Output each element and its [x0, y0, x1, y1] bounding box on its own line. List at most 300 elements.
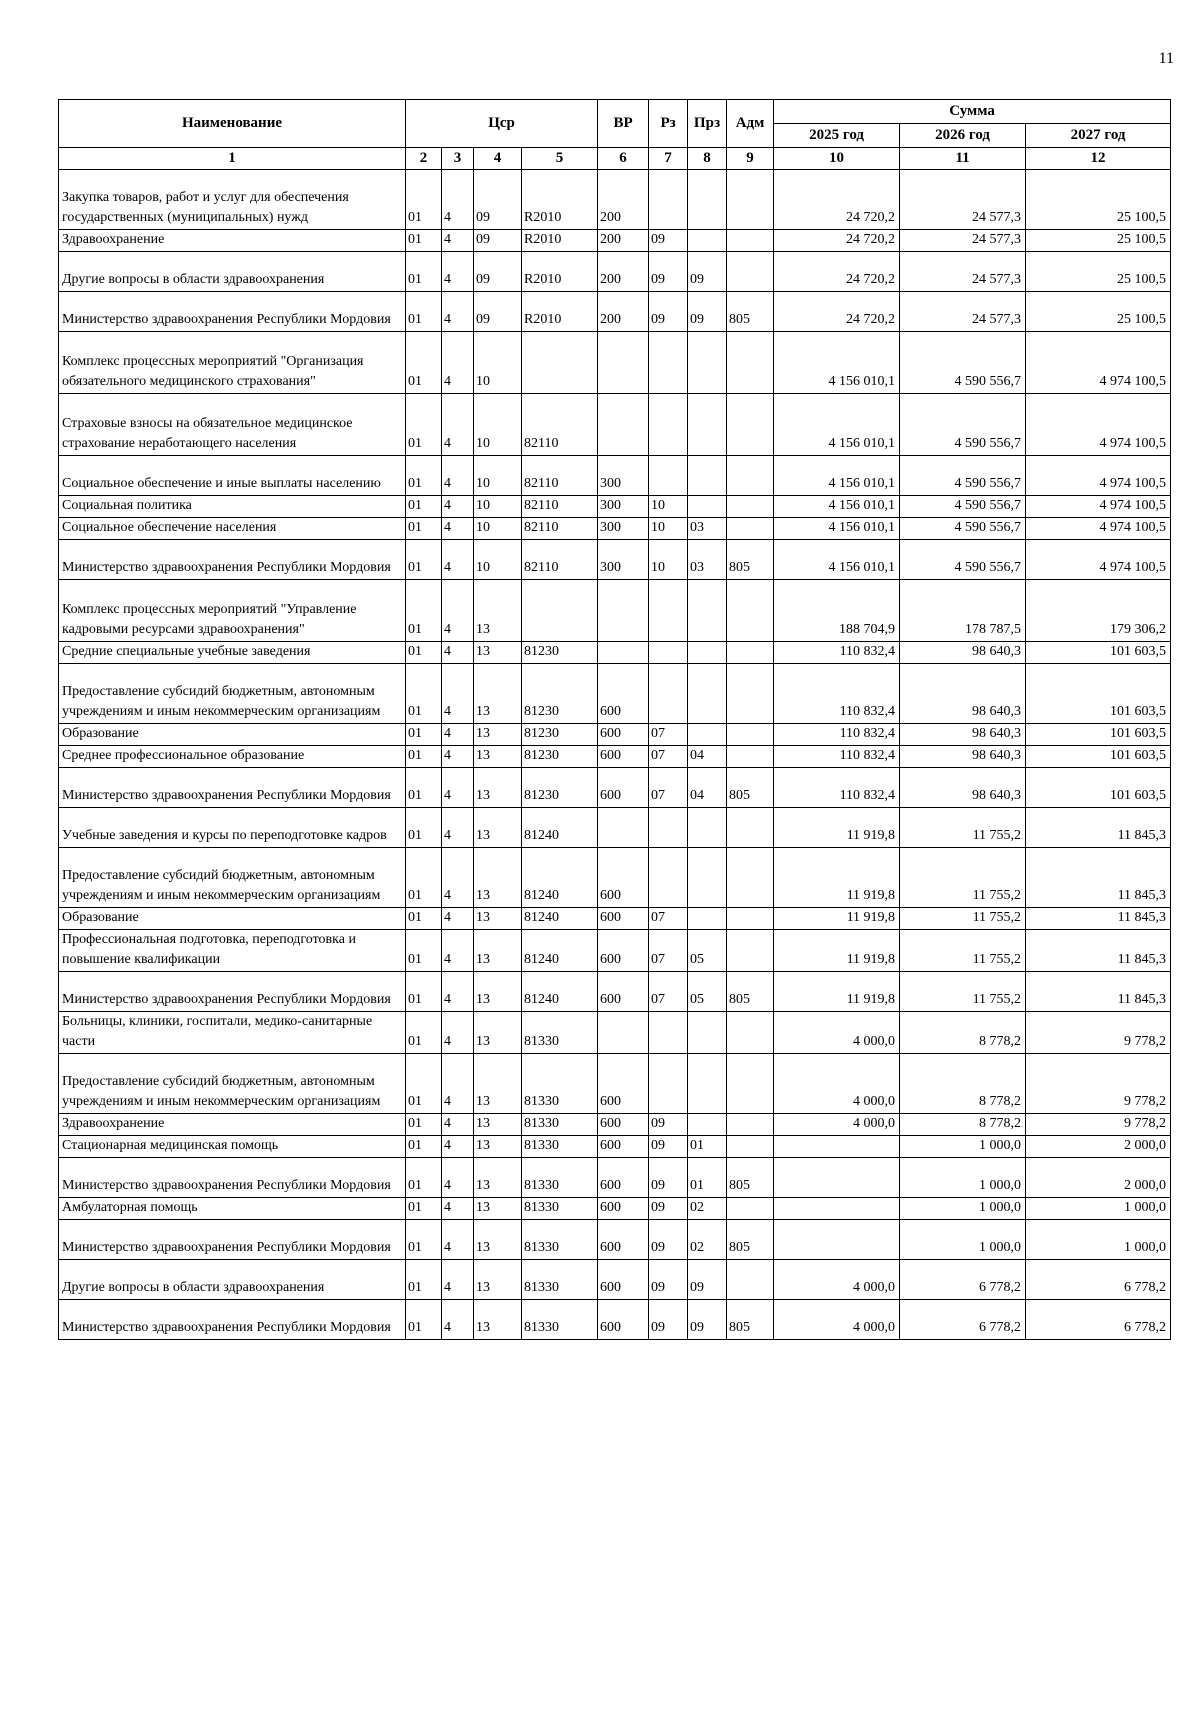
csr-type: 4: [442, 496, 474, 518]
adm-code: 805: [727, 540, 774, 580]
csr-program: 01: [406, 972, 442, 1012]
header-vr: ВР: [598, 100, 649, 148]
csr-direction: 81330: [522, 1012, 598, 1054]
rz-code: 07: [649, 746, 688, 768]
csr-direction: 81330: [522, 1300, 598, 1340]
csr-program: 01: [406, 746, 442, 768]
rz-code: 09: [649, 1136, 688, 1158]
row-name: Страховые взносы на обязательное медицинское страхование неработающего населения: [59, 394, 406, 456]
amount-2027: 9 778,2: [1026, 1012, 1171, 1054]
csr-program: 01: [406, 170, 442, 230]
row-name: Социальное обеспечение населения: [59, 518, 406, 540]
prz-code: 03: [688, 540, 727, 580]
csr-program: 01: [406, 1158, 442, 1198]
table-row: [59, 1114, 1171, 1136]
row-name: Образование: [59, 908, 406, 930]
adm-code: [727, 1198, 774, 1220]
csr-complex: 09: [474, 252, 522, 292]
amount-2027: 11 845,3: [1026, 908, 1171, 930]
csr-type: 4: [442, 1054, 474, 1114]
rz-code: 07: [649, 972, 688, 1012]
table-row: [59, 908, 1171, 930]
table-row: [59, 642, 1171, 664]
csr-program: 01: [406, 908, 442, 930]
vr-code: 200: [598, 252, 649, 292]
amount-2026: 11 755,2: [900, 930, 1026, 972]
vr-code: 300: [598, 518, 649, 540]
csr-program: 01: [406, 456, 442, 496]
amount-2025: 4 000,0: [774, 1300, 900, 1340]
amount-2025: 4 000,0: [774, 1054, 900, 1114]
row-name: Комплекс процессных мероприятий "Управление кадровыми ресурсами здравоохранения": [59, 580, 406, 642]
csr-complex: 10: [474, 518, 522, 540]
vr-code: 600: [598, 1054, 649, 1114]
csr-complex: 10: [474, 394, 522, 456]
header-2026: 2026 год: [900, 124, 1026, 148]
vr-code: 600: [598, 768, 649, 808]
csr-type: 4: [442, 170, 474, 230]
amount-2025: 110 832,4: [774, 724, 900, 746]
table-row: [59, 1158, 1171, 1198]
adm-code: [727, 230, 774, 252]
column-number: 12: [1026, 148, 1171, 170]
csr-type: 4: [442, 580, 474, 642]
prz-code: [688, 456, 727, 496]
header-rz: Рз: [649, 100, 688, 148]
amount-2025: 11 919,8: [774, 848, 900, 908]
table-row: [59, 230, 1171, 252]
amount-2025: 110 832,4: [774, 746, 900, 768]
amount-2025: [774, 1220, 900, 1260]
csr-type: 4: [442, 908, 474, 930]
amount-2025: 4 000,0: [774, 1114, 900, 1136]
vr-code: 600: [598, 724, 649, 746]
amount-2026: 8 778,2: [900, 1012, 1026, 1054]
csr-program: 01: [406, 768, 442, 808]
csr-complex: 13: [474, 972, 522, 1012]
rz-code: 09: [649, 1198, 688, 1220]
row-name: Другие вопросы в области здравоохранения: [59, 252, 406, 292]
amount-2026: 1 000,0: [900, 1136, 1026, 1158]
csr-program: 01: [406, 642, 442, 664]
amount-2025: 4 156 010,1: [774, 456, 900, 496]
csr-direction: 81230: [522, 642, 598, 664]
csr-type: 4: [442, 456, 474, 496]
row-name: Стационарная медицинская помощь: [59, 1136, 406, 1158]
header-adm: Адм: [727, 100, 774, 148]
amount-2026: 4 590 556,7: [900, 518, 1026, 540]
csr-type: 4: [442, 848, 474, 908]
adm-code: [727, 746, 774, 768]
prz-code: 05: [688, 930, 727, 972]
amount-2025: 4 000,0: [774, 1260, 900, 1300]
csr-type: 4: [442, 1158, 474, 1198]
table-row: [59, 1136, 1171, 1158]
amount-2027: 4 974 100,5: [1026, 456, 1171, 496]
prz-code: [688, 724, 727, 746]
table-row: [59, 746, 1171, 768]
csr-program: 01: [406, 292, 442, 332]
csr-complex: 09: [474, 230, 522, 252]
amount-2027: 6 778,2: [1026, 1260, 1171, 1300]
table-row: [59, 1012, 1171, 1054]
csr-complex: 13: [474, 1300, 522, 1340]
prz-code: [688, 1054, 727, 1114]
row-name: Амбулаторная помощь: [59, 1198, 406, 1220]
rz-code: [649, 332, 688, 394]
vr-code: [598, 394, 649, 456]
adm-code: [727, 170, 774, 230]
csr-program: 01: [406, 724, 442, 746]
vr-code: 600: [598, 664, 649, 724]
prz-code: 09: [688, 292, 727, 332]
row-name: Министерство здравоохранения Республики Мордовия: [59, 972, 406, 1012]
rz-code: [649, 580, 688, 642]
amount-2027: 1 000,0: [1026, 1198, 1171, 1220]
csr-program: 01: [406, 580, 442, 642]
csr-direction: 81330: [522, 1114, 598, 1136]
row-name: Министерство здравоохранения Республики Мордовия: [59, 540, 406, 580]
csr-program: 01: [406, 1114, 442, 1136]
amount-2025: 4 156 010,1: [774, 496, 900, 518]
adm-code: [727, 908, 774, 930]
table-row: [59, 394, 1171, 456]
table-body: [59, 170, 1171, 1340]
row-name: Другие вопросы в области здравоохранения: [59, 1260, 406, 1300]
prz-code: [688, 1114, 727, 1136]
csr-program: 01: [406, 1054, 442, 1114]
rz-code: 09: [649, 1260, 688, 1300]
adm-code: [727, 394, 774, 456]
csr-complex: 10: [474, 540, 522, 580]
amount-2025: 110 832,4: [774, 664, 900, 724]
prz-code: 09: [688, 1260, 727, 1300]
table-row: [59, 808, 1171, 848]
header-2027: 2027 год: [1026, 124, 1171, 148]
csr-program: 01: [406, 518, 442, 540]
amount-2026: 98 640,3: [900, 664, 1026, 724]
prz-code: [688, 1012, 727, 1054]
prz-code: 04: [688, 746, 727, 768]
row-name: Министерство здравоохранения Республики Мордовия: [59, 768, 406, 808]
table-row: [59, 768, 1171, 808]
rz-code: 09: [649, 1114, 688, 1136]
csr-direction: 81230: [522, 768, 598, 808]
rz-code: 07: [649, 724, 688, 746]
amount-2027: 4 974 100,5: [1026, 496, 1171, 518]
csr-direction: 81240: [522, 808, 598, 848]
csr-program: 01: [406, 394, 442, 456]
row-name: Министерство здравоохранения Республики Мордовия: [59, 1220, 406, 1260]
csr-type: 4: [442, 724, 474, 746]
csr-program: 01: [406, 252, 442, 292]
csr-complex: 13: [474, 848, 522, 908]
amount-2027: 101 603,5: [1026, 746, 1171, 768]
budget-table: [58, 99, 1171, 1340]
csr-type: 4: [442, 518, 474, 540]
amount-2026: 24 577,3: [900, 170, 1026, 230]
amount-2026: 24 577,3: [900, 292, 1026, 332]
amount-2027: 101 603,5: [1026, 664, 1171, 724]
rz-code: 07: [649, 930, 688, 972]
amount-2027: 179 306,2: [1026, 580, 1171, 642]
csr-program: 01: [406, 930, 442, 972]
amount-2025: 110 832,4: [774, 642, 900, 664]
amount-2026: 4 590 556,7: [900, 456, 1026, 496]
column-number: 5: [522, 148, 598, 170]
csr-complex: 13: [474, 1158, 522, 1198]
adm-code: [727, 580, 774, 642]
csr-program: 01: [406, 1260, 442, 1300]
csr-complex: 13: [474, 746, 522, 768]
adm-code: [727, 1012, 774, 1054]
csr-complex: 13: [474, 908, 522, 930]
csr-complex: 13: [474, 724, 522, 746]
csr-type: 4: [442, 808, 474, 848]
amount-2027: 25 100,5: [1026, 292, 1171, 332]
table-row: [59, 496, 1171, 518]
rz-code: [649, 1012, 688, 1054]
prz-code: 09: [688, 1300, 727, 1340]
adm-code: [727, 1136, 774, 1158]
table-row: [59, 292, 1171, 332]
rz-code: 09: [649, 230, 688, 252]
csr-direction: R2010: [522, 230, 598, 252]
table-row: [59, 724, 1171, 746]
csr-type: 4: [442, 1260, 474, 1300]
amount-2027: 2 000,0: [1026, 1158, 1171, 1198]
column-number: 8: [688, 148, 727, 170]
amount-2027: 9 778,2: [1026, 1114, 1171, 1136]
row-name: Социальная политика: [59, 496, 406, 518]
table-row: [59, 1198, 1171, 1220]
csr-program: 01: [406, 496, 442, 518]
table-row: [59, 580, 1171, 642]
rz-code: [649, 1054, 688, 1114]
prz-code: [688, 808, 727, 848]
column-number: 1: [59, 148, 406, 170]
amount-2026: 11 755,2: [900, 972, 1026, 1012]
csr-direction: 82110: [522, 518, 598, 540]
csr-complex: 09: [474, 292, 522, 332]
adm-code: 805: [727, 292, 774, 332]
csr-type: 4: [442, 540, 474, 580]
csr-direction: 81330: [522, 1054, 598, 1114]
vr-code: 600: [598, 1114, 649, 1136]
adm-code: [727, 664, 774, 724]
row-name: Предоставление субсидий бюджетным, автономным учреждениям и иным некоммерческим организациям: [59, 848, 406, 908]
csr-type: 4: [442, 768, 474, 808]
prz-code: [688, 580, 727, 642]
vr-code: 600: [598, 1220, 649, 1260]
rz-code: 07: [649, 908, 688, 930]
amount-2025: 4 156 010,1: [774, 394, 900, 456]
row-name: Образование: [59, 724, 406, 746]
column-number: 7: [649, 148, 688, 170]
rz-code: 10: [649, 540, 688, 580]
csr-program: 01: [406, 1198, 442, 1220]
amount-2026: 98 640,3: [900, 768, 1026, 808]
page-number: 11: [1158, 50, 1174, 67]
amount-2027: 4 974 100,5: [1026, 518, 1171, 540]
amount-2027: 101 603,5: [1026, 724, 1171, 746]
adm-code: [727, 930, 774, 972]
row-name: Среднее профессиональное образование: [59, 746, 406, 768]
csr-complex: 10: [474, 456, 522, 496]
rz-code: 07: [649, 768, 688, 808]
table-row: [59, 456, 1171, 496]
vr-code: 600: [598, 930, 649, 972]
csr-program: 01: [406, 540, 442, 580]
csr-direction: R2010: [522, 292, 598, 332]
amount-2026: 178 787,5: [900, 580, 1026, 642]
csr-type: 4: [442, 252, 474, 292]
adm-code: [727, 808, 774, 848]
prz-code: 03: [688, 518, 727, 540]
csr-program: 01: [406, 1220, 442, 1260]
adm-code: [727, 642, 774, 664]
row-name: Министерство здравоохранения Республики Мордовия: [59, 1158, 406, 1198]
csr-direction: 81240: [522, 930, 598, 972]
amount-2026: 98 640,3: [900, 746, 1026, 768]
amount-2027: 25 100,5: [1026, 252, 1171, 292]
csr-direction: [522, 332, 598, 394]
adm-code: [727, 252, 774, 292]
table-row: [59, 332, 1171, 394]
vr-code: 600: [598, 746, 649, 768]
csr-complex: 13: [474, 664, 522, 724]
amount-2025: 110 832,4: [774, 768, 900, 808]
amount-2025: [774, 1158, 900, 1198]
row-name: Предоставление субсидий бюджетным, автономным учреждениям и иным некоммерческим организациям: [59, 1054, 406, 1114]
csr-complex: 10: [474, 332, 522, 394]
vr-code: 600: [598, 848, 649, 908]
amount-2025: 11 919,8: [774, 908, 900, 930]
column-number: 6: [598, 148, 649, 170]
amount-2026: 11 755,2: [900, 808, 1026, 848]
row-name: Социальное обеспечение и иные выплаты населению: [59, 456, 406, 496]
amount-2025: [774, 1198, 900, 1220]
vr-code: [598, 808, 649, 848]
row-name: Учебные заведения и курсы по переподготовке кадров: [59, 808, 406, 848]
csr-direction: 82110: [522, 394, 598, 456]
adm-code: [727, 456, 774, 496]
table-row: [59, 518, 1171, 540]
header-prz: Прз: [688, 100, 727, 148]
amount-2026: 6 778,2: [900, 1300, 1026, 1340]
amount-2025: [774, 1136, 900, 1158]
csr-type: 4: [442, 746, 474, 768]
amount-2026: 6 778,2: [900, 1260, 1026, 1300]
csr-direction: 81230: [522, 664, 598, 724]
amount-2026: 8 778,2: [900, 1054, 1026, 1114]
csr-direction: 81240: [522, 848, 598, 908]
vr-code: [598, 1012, 649, 1054]
amount-2025: 24 720,2: [774, 230, 900, 252]
amount-2025: 188 704,9: [774, 580, 900, 642]
adm-code: [727, 496, 774, 518]
amount-2027: 2 000,0: [1026, 1136, 1171, 1158]
csr-complex: 13: [474, 1114, 522, 1136]
vr-code: [598, 580, 649, 642]
rz-code: [649, 808, 688, 848]
row-name: Здравоохранение: [59, 1114, 406, 1136]
csr-program: 01: [406, 664, 442, 724]
vr-code: 300: [598, 496, 649, 518]
csr-direction: 81330: [522, 1136, 598, 1158]
amount-2025: 24 720,2: [774, 170, 900, 230]
csr-type: 4: [442, 332, 474, 394]
rz-code: 10: [649, 496, 688, 518]
rz-code: [649, 170, 688, 230]
amount-2026: 1 000,0: [900, 1158, 1026, 1198]
table-row: [59, 1300, 1171, 1340]
amount-2027: 101 603,5: [1026, 768, 1171, 808]
vr-code: 300: [598, 456, 649, 496]
prz-code: [688, 394, 727, 456]
row-name: Комплекс процессных мероприятий "Организация обязательного медицинского страхования": [59, 332, 406, 394]
csr-direction: [522, 580, 598, 642]
csr-complex: 13: [474, 768, 522, 808]
adm-code: 805: [727, 768, 774, 808]
amount-2025: 11 919,8: [774, 972, 900, 1012]
header-name: Наименование: [59, 100, 406, 148]
prz-code: [688, 170, 727, 230]
table-header: [59, 100, 1171, 170]
prz-code: 01: [688, 1158, 727, 1198]
csr-direction: 81240: [522, 972, 598, 1012]
csr-program: 01: [406, 1300, 442, 1340]
table-row: [59, 1054, 1171, 1114]
adm-code: 805: [727, 1158, 774, 1198]
prz-code: 02: [688, 1198, 727, 1220]
amount-2026: 1 000,0: [900, 1220, 1026, 1260]
vr-code: 600: [598, 908, 649, 930]
prz-code: [688, 664, 727, 724]
prz-code: [688, 908, 727, 930]
table-row: [59, 664, 1171, 724]
column-number: 4: [474, 148, 522, 170]
amount-2027: 4 974 100,5: [1026, 394, 1171, 456]
amount-2027: 11 845,3: [1026, 930, 1171, 972]
rz-code: 09: [649, 1158, 688, 1198]
vr-code: 600: [598, 1198, 649, 1220]
amount-2026: 24 577,3: [900, 230, 1026, 252]
csr-program: 01: [406, 1012, 442, 1054]
csr-direction: 81330: [522, 1260, 598, 1300]
prz-code: [688, 848, 727, 908]
column-number: 9: [727, 148, 774, 170]
adm-code: [727, 848, 774, 908]
row-name: Закупка товаров, работ и услуг для обеспечения государственных (муниципальных) нужд: [59, 170, 406, 230]
prz-code: 04: [688, 768, 727, 808]
csr-type: 4: [442, 1220, 474, 1260]
amount-2027: 9 778,2: [1026, 1054, 1171, 1114]
csr-type: 4: [442, 930, 474, 972]
amount-2027: 1 000,0: [1026, 1220, 1171, 1260]
csr-type: 4: [442, 1114, 474, 1136]
table-row: [59, 170, 1171, 230]
amount-2025: 24 720,2: [774, 292, 900, 332]
csr-program: 01: [406, 1136, 442, 1158]
csr-direction: 81230: [522, 746, 598, 768]
csr-complex: 13: [474, 930, 522, 972]
row-name: Министерство здравоохранения Республики Мордовия: [59, 292, 406, 332]
csr-type: 4: [442, 1136, 474, 1158]
header-2025: 2025 год: [774, 124, 900, 148]
amount-2025: 11 919,8: [774, 930, 900, 972]
amount-2027: 11 845,3: [1026, 972, 1171, 1012]
